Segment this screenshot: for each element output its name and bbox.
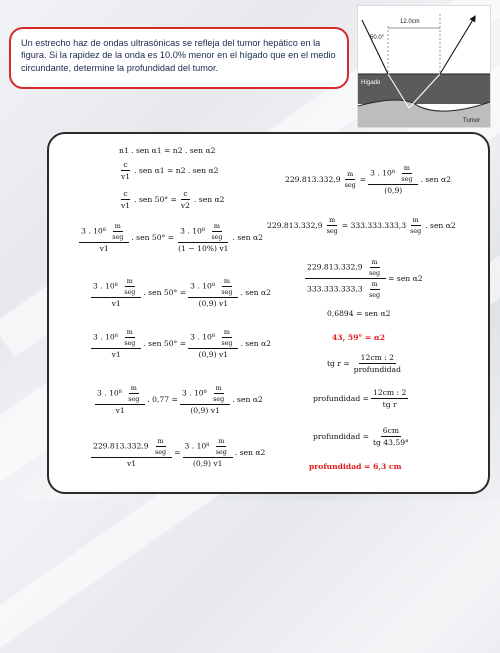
equation-step-5: 3 . 10⁸ $\frac{m}{\text{seg}}$ v1 . sen 50° = 3 . 10⁸ $\frac{m}{\text{seg}}$ (0,9) v1 . sen α2 (93, 277, 271, 308)
tumor-label: Tumor (463, 118, 481, 124)
ultrasound-figure (357, 5, 491, 128)
depth-result: profundidad = 6,3 cm (309, 462, 402, 471)
equation-right-7: profundidad = $\frac{12cm : 2}{\text{tg r}}$ (313, 388, 407, 409)
incident-ray (362, 20, 388, 74)
equation-step-4: 3 . 10⁸ $\frac{m}{\text{seg}}$ v1 . sen 50° = 3 . 10⁸ $\frac{m}{\text{seg}}$ (1 − 10%) v1 . sen α2 (81, 222, 263, 253)
liver-label: Hígado (361, 80, 381, 86)
liver-region (358, 74, 490, 104)
snell-law-equation: n1 . sen α1 = n2 . sen α2 (119, 146, 216, 155)
problem-text: Un estrecho haz de ondas ultrasónicas se refleja del tumor hepático en la figura. Si la rapidez de la onda es 10.0% menor en el hígado que en el medio circundante, determine la profundidad del tumor. (21, 38, 336, 73)
solution-sheet (47, 132, 490, 494)
distance-label: 12.0cm (400, 19, 420, 25)
equation-right-2: 229.813.332,9 $\frac{m}{\text{seg}}$ = 333.333.333,3 $\frac{m}{\text{seg}}$ . sen α2 (267, 216, 456, 235)
emerging-ray (440, 18, 474, 74)
angle-result: 43, 59° = α2 (332, 333, 385, 342)
equation-right-6: tg r = $\frac{12cm : 2}{\text{profundidad}}$ (327, 353, 401, 374)
angle-label: 50.0° (370, 35, 385, 41)
equation-right-1: 229.813.332,9 $\frac{m}{\text{seg}}$ = 3 . 10⁸ $\frac{m}{\text{seg}}$ (0,9) . sen α2 (285, 164, 451, 195)
equation-step-3: $\frac{c}{v1}$ . sen 50° = $\frac{c}{v2}$ . sen α2 (121, 189, 225, 210)
equation-right-4: 0,6894 = sen α2 (327, 309, 391, 318)
equation-step-7: 3 . 10⁸ $\frac{m}{\text{seg}}$ v1 . 0,77 = 3 . 10⁸ $\frac{m}{\text{seg}}$ (0,9) v1 . sen α2 (97, 384, 263, 415)
equation-step-6: 3 . 10⁸ $\frac{m}{\text{seg}}$ v1 . sen 50° = 3 . 10⁸ $\frac{m}{\text{seg}}$ (0,9) v1 . sen α2 (93, 328, 271, 359)
equation-right-3: 229.813.332,9 $\frac{m}{\text{seg}}$ 333.333.333,3 $\frac{m}{\text{seg}}$ = sen α2 (307, 258, 423, 299)
equation-step-2: $\frac{c}{v1}$ . sen α1 = n2 . sen α2 (121, 160, 219, 181)
equation-right-8: profundidad = $\frac{6cm}{tg 43,59^\circ}$ (313, 426, 409, 447)
equation-step-8: 229.813.332,9 $\frac{m}{\text{seg}}$ v1 = 3 . 10⁸ $\frac{m}{\text{seg}}$ (0,9) v1 . sen α2 (93, 437, 266, 468)
refraction-diagram (358, 6, 490, 127)
problem-statement-box (9, 27, 349, 89)
